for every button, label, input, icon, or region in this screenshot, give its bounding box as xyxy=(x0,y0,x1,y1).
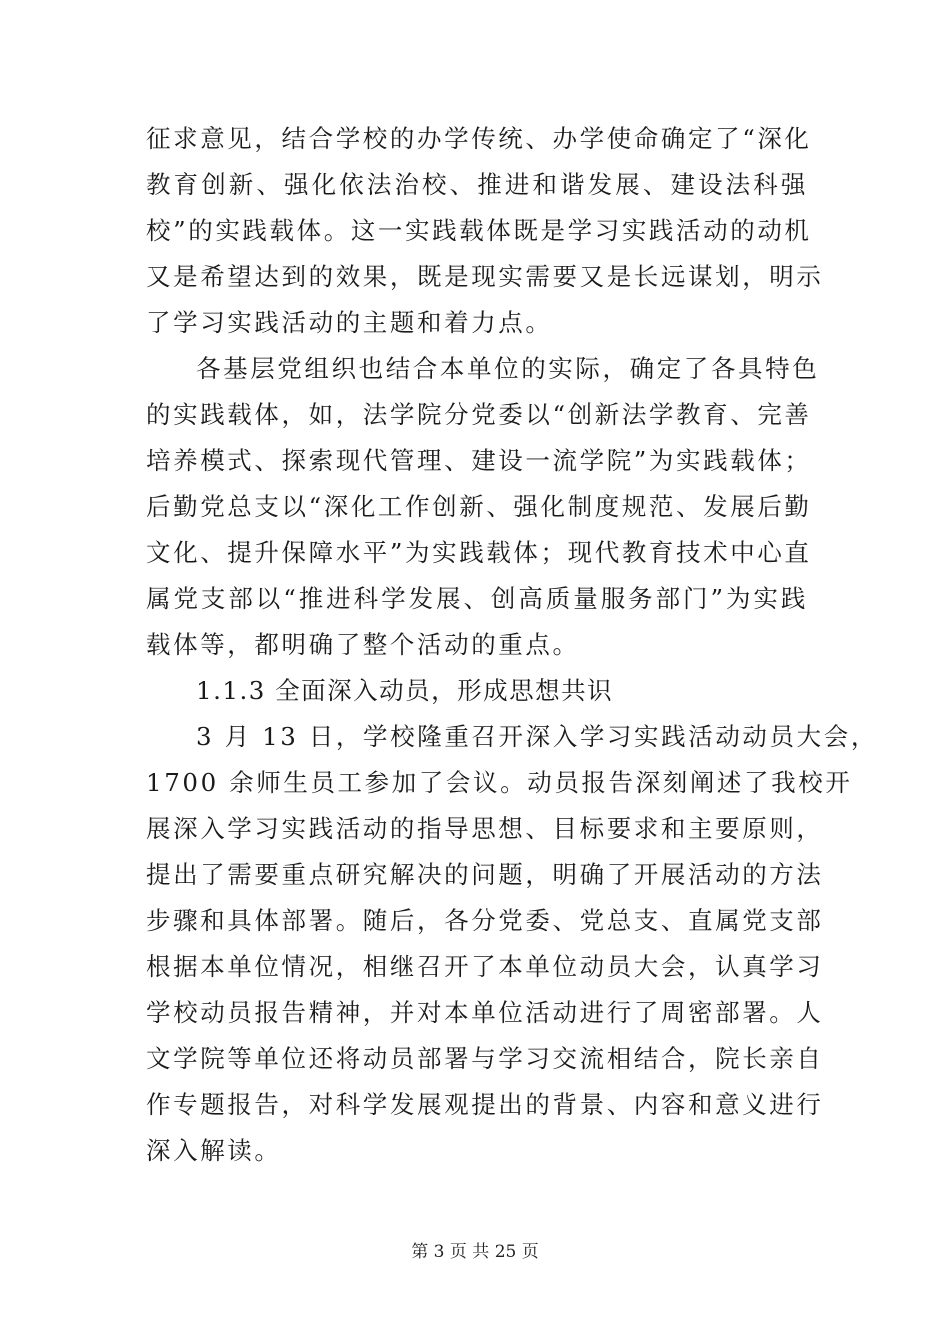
paragraph-line: 属党支部以“推进科学发展、创高质量服务部门”为实践 xyxy=(146,584,808,613)
paragraph-line: 展深入学习实践活动的指导思想、目标要求和主要原则， xyxy=(146,814,824,843)
paragraph-line: 后勤党总支以“深化工作创新、强化制度规范、发展后勤 xyxy=(146,492,812,521)
section-heading: 1.1.3 全面深入动员，形成思想共识 xyxy=(196,676,614,705)
paragraph-line: 教育创新、强化依法治校、推进和谐发展、建设法科强 xyxy=(146,170,808,199)
paragraph-line: 深入解读。 xyxy=(146,1136,282,1165)
paragraph-line: 了学习实践活动的主题和着力点。 xyxy=(146,308,553,337)
paragraph-line: 校”的实践载体。这一实践载体既是学习实践活动的动机 xyxy=(146,216,812,245)
paragraph-line: 学校动员报告精神，并对本单位活动进行了周密部署。人 xyxy=(146,998,824,1027)
page-number-footer: 第 3 页 共 25 页 xyxy=(411,1242,539,1262)
paragraph-line: 征求意见，结合学校的办学传统、办学使命确定了“深化 xyxy=(146,124,812,153)
paragraph-line: 1700 余师生员工参加了会议。动员报告深刻阐述了我校开 xyxy=(146,768,853,797)
paragraph-line: 根据本单位情况，相继召开了本单位动员大会，认真学习 xyxy=(146,952,824,981)
paragraph-line: 作专题报告，对科学发展观提出的背景、内容和意义进行 xyxy=(146,1090,824,1119)
paragraph-line: 文化、提升保障水平”为实践载体；现代教育技术中心直 xyxy=(146,538,812,567)
paragraph-line: 提出了需要重点研究解决的问题，明确了开展活动的方法 xyxy=(146,860,824,889)
paragraph-line: 文学院等单位还将动员部署与学习交流相结合，院长亲自 xyxy=(146,1044,824,1073)
paragraph-line: 3 月 13 日，学校隆重召开深入学习实践活动动员大会， xyxy=(196,722,878,751)
paragraph-line: 又是希望达到的效果，既是现实需要又是长远谋划，明示 xyxy=(146,262,824,291)
paragraph-line: 载体等，都明确了整个活动的重点。 xyxy=(146,630,580,659)
paragraph-line: 培养模式、探索现代管理、建设一流学院”为实践载体； xyxy=(146,446,812,475)
paragraph-line: 的实践载体，如，法学院分党委以“创新法学教育、完善 xyxy=(146,400,812,429)
paragraph-line: 各基层党组织也结合本单位的实际，确定了各具特色 xyxy=(196,354,820,383)
paragraph-line: 步骤和具体部署。随后，各分党委、党总支、直属党支部 xyxy=(146,906,824,935)
document-body xyxy=(146,116,878,1174)
